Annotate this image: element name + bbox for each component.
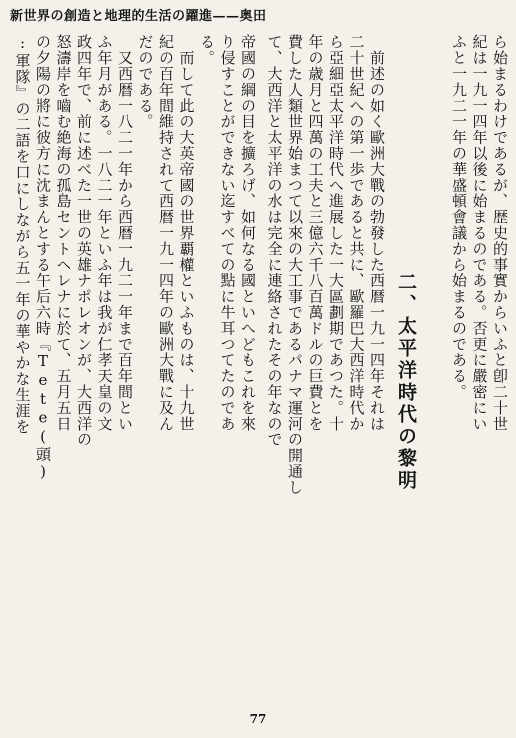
page-number: 77 xyxy=(249,712,267,726)
running-header: 新世界の創造と地理的生活の躍進——奥田 xyxy=(10,9,267,24)
right-text-column: ら始まるわけであるが、歴史的事實からいふと卽二十世 紀は一九一四年以後に始まるのである。否更に嚴密にい ふと一九二一年の華盛頓會議から始まるのである。 前述の如く歐洲大戰の勃發した西暦一九一四年それは 二十世紀への第一歩であると共に、歐羅巴大西洋時代か ら亞細亞太平洋時代へ進展した一大區劃期であつた。十 年の歳月と四萬の工夫と三億六千八百萬ドルの巨費とを 費した人類世界始まつて以來の大工事であるパナマ運河の開通し て、大西洋と太平洋の水は完全に連絡されたその年なので xyxy=(266,34,509,496)
section-heading: 二、太平洋時代の黎明 xyxy=(395,272,417,492)
left-text-column: 帝國の綱の目を擴ろげ、如何なる國といへどもこれを來 り侵すことができない迄すべての點に牛耳つてたのであ る。 而して此の大英帝國の世界覇權といふものは、十九世 紀の百年間維持されて西暦一九一四年の歐洲大戰に及ん だのである。 又西暦一八二一年から西暦一九二一年まで百年間とい ふ年月がある。一八二一年といふ年は我が仁孝天皇の文 政四年で、前に述べた一世の英雄ナポレオンが、大西洋の 怒濤岸を嚙む絶海の孤島セントヘレナに於て、五月五日 の夕陽の將に彼方に沈まんとする午后六時『Tete(頭) :軍隊』の二語を口にしながら五一年の華やかな生涯を xyxy=(14,34,257,482)
